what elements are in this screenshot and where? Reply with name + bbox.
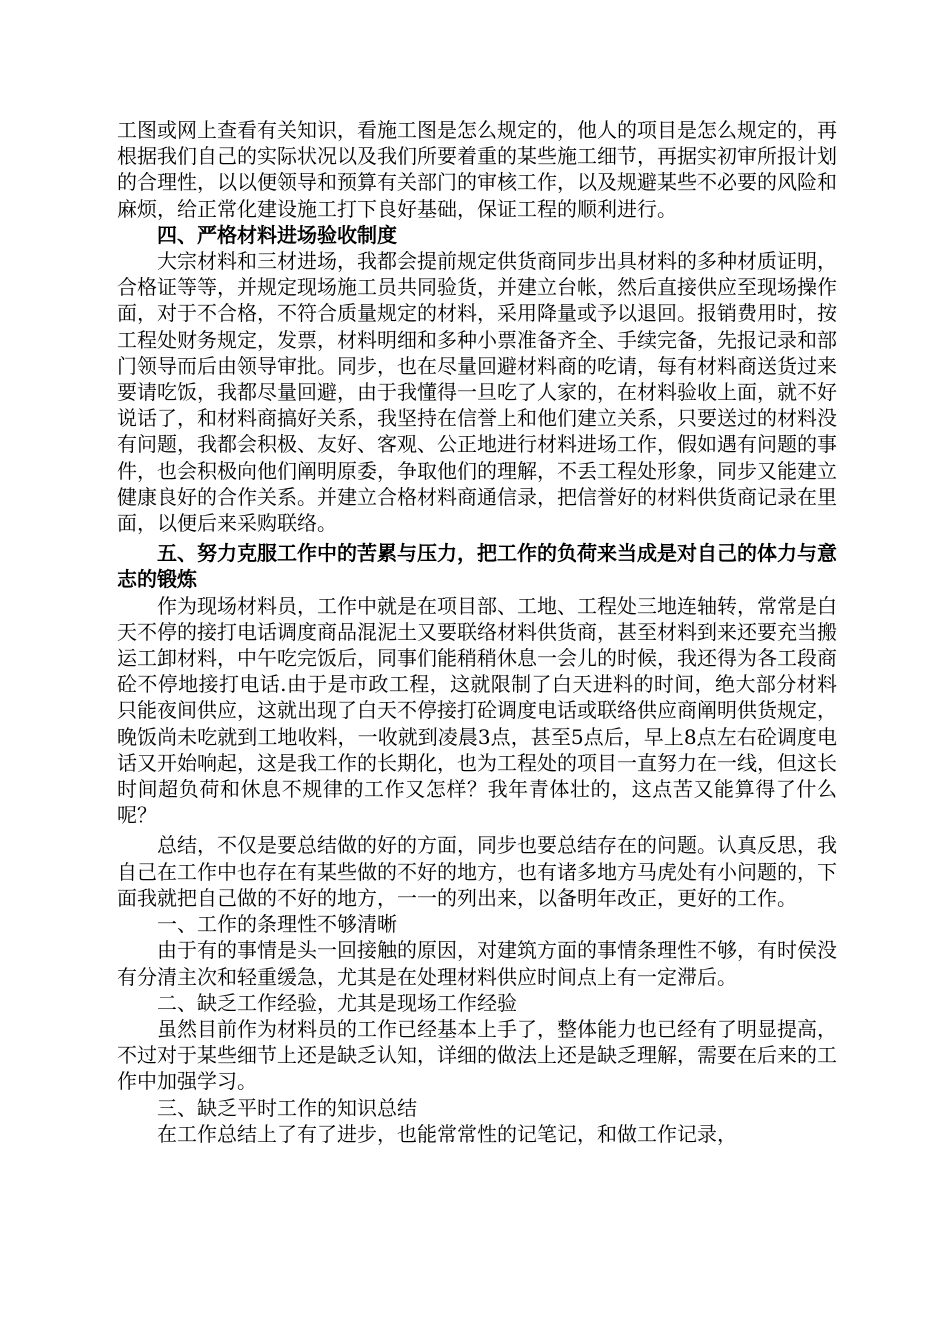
paragraph-body: 作为现场材料员，工作中就是在项目部、工地、工程处三地连轴转，常常是白天不停的接打电话调度商品混泥土又要联络材料供货商，甚至材料到来还要充当搬运工卸材料，中午吃完饭后，同事们能稍稍休息一会儿的时候，我还得为各工段商砼不停地接打电话.由于是市政工程，这就限制了白天进料的时间，绝大部分材料只能夜间供应，这就出现了白天不停接打砼调度电话或联络供应商阐明供货规定，晚饭尚未吃就到工地收料，一收就到凌晨3点，甚至5点后，早上8点左右砼调度电话又开始响起，这是我工作的长期化，也为工程处的项目一直努力在一线，但这长时间超负荷和休息不规律的工作又怎样？我年青体壮的，这点苦又能算得了什么呢？ [117, 593, 837, 828]
paragraph-body: 在工作总结上了有了进步，也能常常性的记笔记，和做工作记录， [157, 1121, 737, 1146]
problem-heading-1: 一、工作的条理性不够清晰 [157, 912, 397, 937]
section-heading-4: 四、严格材料进场验收制度 [157, 222, 397, 247]
document-page [117, 117, 837, 1147]
problem-heading-3: 三、缺乏平时工作的知识总结 [157, 1095, 417, 1120]
paragraph-summary: 总结，不仅是要总结做的好的方面，同步也要总结存在的问题。认真反思，我自己在工作中也存在有某些做的不好的地方，也有诸多地方马虎处有小问题的，下面我就把自己做的不好的地方，一一的列出来，以备明年改正，更好的工作。 [117, 833, 837, 910]
paragraph-body: 工图或网上查看有关知识，看施工图是怎么规定的，他人的项目是怎么规定的，再根据我们自己的实际状况以及我们所要着重的某些施工细节，再据实初审所报计划的合理性，以以便领导和预算有关部门的审核工作，以及规避某些不必要的风险和麻烦，给正常化建设施工打下良好基础，保证工程的顺利进行。 [117, 118, 837, 221]
paragraph-body: 由于有的事情是头一回接触的原因，对建筑方面的事情条理性不够，有时侯没有分清主次和轻重缓急，尤其是在处理材料供应时间点上有一定滞后。 [117, 938, 837, 989]
section-heading-5: 五、努力克服工作中的苦累与压力，把工作的负荷来当成是对自己的体力与意志的锻炼 [117, 541, 837, 592]
paragraph-body: 大宗材料和三材进场，我都会提前规定供货商同步出具材料的多种材质证明，合格证等等，并规定现场施工员共同验货，并建立台帐，然后直接供应至现场操作面，对于不合格，不符合质量规定的材料，采用降量或予以退回。报销费用时，按工程处财务规定，发票，材料明细和多种小票准备齐全、手续完备，先报记录和部门领导而后由领导审批。同步，也在尽量回避材料商的吃请，每有材料商送货过来要请吃饭，我都尽量回避，由于我懂得一旦吃了人家的，在材料验收上面，就不好说话了，和材料商搞好关系，我坚持在信誉上和他们建立关系，只要送过的材料没有问题，我都会积极、友好、客观、公正地进行材料进场工作，假如遇有问题的事件，也会积极向他们阐明原委，争取他们的理解，不丢工程处形象，同步又能建立健康良好的合作关系。并建立合格材料商通信录，把信誉好的材料供货商记录在里面，以便后来采购联络。 [117, 249, 837, 536]
paragraph-body: 虽然目前作为材料员的工作已经基本上手了，整体能力也已经有了明显提高，不过对于某些细节上还是缺乏认知，详细的做法上还是缺乏理解，需要在后来的工作中加强学习。 [117, 1016, 837, 1094]
problem-heading-2: 二、缺乏工作经验，尤其是现场工作经验 [157, 990, 517, 1015]
